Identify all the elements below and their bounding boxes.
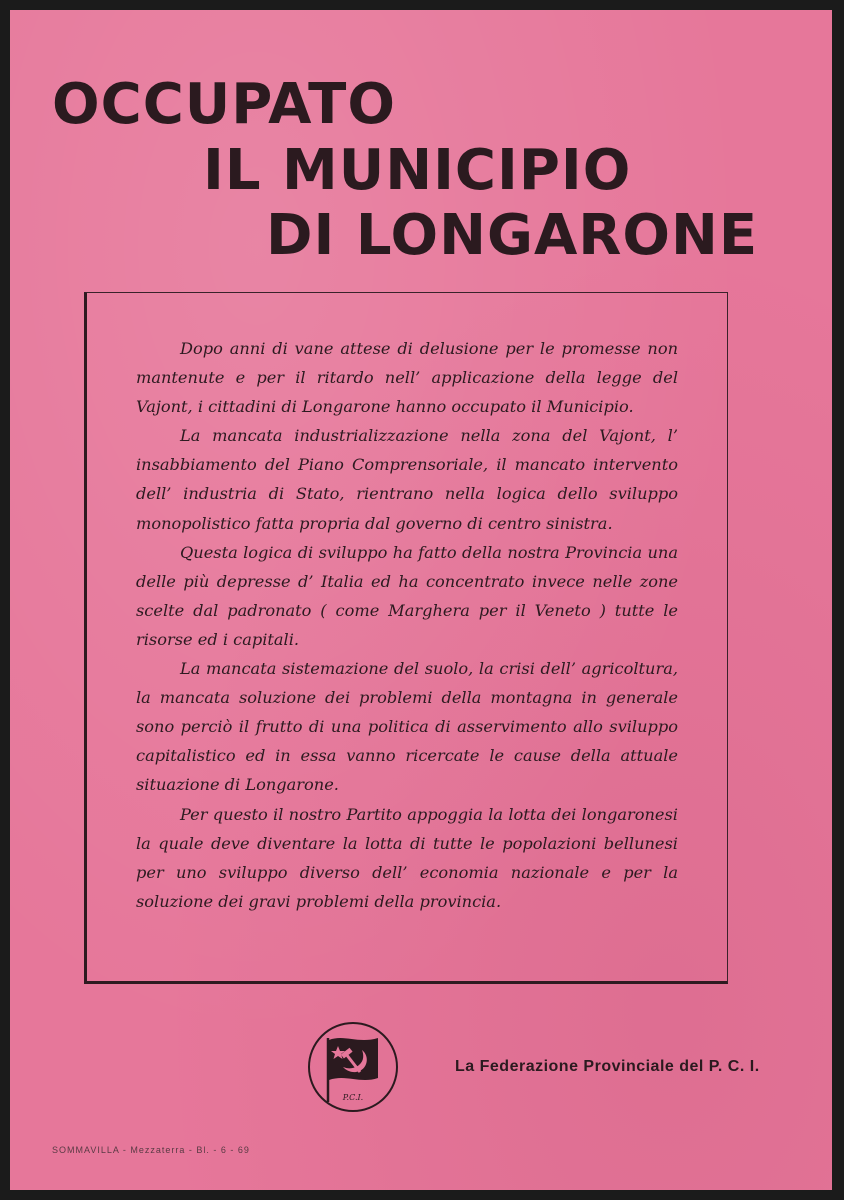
- signature: La Federazione Provinciale del P. C. I.: [455, 1058, 760, 1075]
- headline: [0, 0, 822, 300]
- hammer-and-sickle-flag-icon: [306, 1020, 400, 1114]
- printer-imprint: SOMMAVILLA - Mezzaterra - Bl. - 6 - 69: [52, 1145, 250, 1155]
- pci-logo: [306, 1020, 400, 1114]
- headline-line-2: IL MUNICIPIO: [203, 138, 632, 203]
- body-text: [136, 334, 678, 916]
- paragraph: Questa logica di sviluppo ha fatto della nostra Provincia una delle più depresse d’ Italia ed ha concentrato invece nelle zone scelte dal padronato ( come Marghera per il Veneto ) tutte le risorse ed i capitali.: [136, 542, 678, 649]
- paragraph: La mancata sistemazione del suolo, la crisi dell’ agricoltura, la mancata soluzione dei problemi della montagna in generale sono perciò il frutto di una politica di asservimento allo sviluppo capitalistico ed in essa vanno ricercate le cause della attuale situazione di Longarone.: [136, 659, 678, 795]
- paragraph: La mancata industrializzazione nella zona del Vajont, l’ insabbiamento del Piano Comprensoriale, il mancato intervento dell’ industria di Stato, rientrano nella logica dello sviluppo monopolistico fatta propria dal governo di centro sinistra.: [136, 426, 678, 533]
- headline-line-3: DI LONGARONE: [266, 203, 759, 268]
- headline-line-1: OCCUPATO: [52, 72, 396, 137]
- logo-text: P.C.I.: [342, 1093, 364, 1102]
- paragraph: Dopo anni di vane attese di delusione per le promesse non mantenute e per il ritardo nell’ applicazione della legge del Vajont, i cittadini di Longarone hanno occupato il Municipio.: [136, 339, 678, 417]
- paragraph: Per questo il nostro Partito appoggia la lotta dei longaronesi la quale deve diventare la lotta di tutte le popolazioni bellunesi per uno sviluppo diverso dell’ economia nazionale e per la soluzione dei gravi problemi della provincia.: [136, 804, 678, 911]
